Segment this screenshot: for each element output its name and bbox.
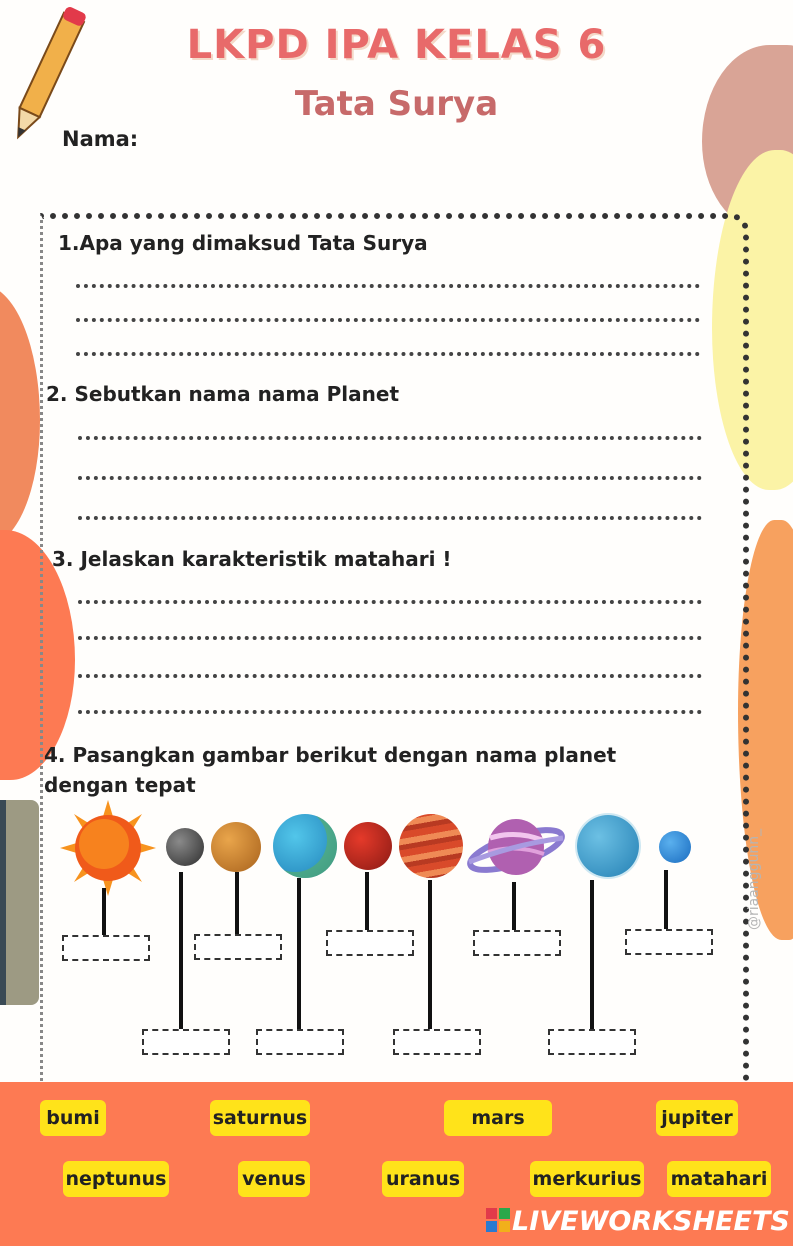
word-chip-merkurius[interactable]: merkurius	[530, 1161, 644, 1197]
decor-photo-strip	[0, 800, 39, 1005]
word-chip-neptunus[interactable]: neptunus	[63, 1161, 169, 1197]
question-frame	[40, 213, 749, 1094]
earth-icon	[273, 814, 337, 878]
answer-drop-slot[interactable]	[194, 934, 282, 960]
answer-drop-slot[interactable]	[326, 930, 414, 956]
word-chip-saturnus[interactable]: saturnus	[210, 1100, 310, 1136]
neptune-icon	[659, 831, 691, 863]
word-chip-mars[interactable]: mars	[444, 1100, 552, 1136]
connector-line	[235, 872, 239, 934]
question-2: 2. Sebutkan nama nama Planet	[46, 382, 399, 406]
question-4: 4. Pasangkan gambar berikut dengan nama planet dengan tepat	[44, 743, 617, 797]
answer-line[interactable]	[78, 436, 702, 440]
answer-drop-slot[interactable]	[142, 1029, 230, 1055]
connector-line	[102, 888, 106, 936]
watermark: @riaanggunn_	[746, 828, 762, 930]
connector-line	[428, 880, 432, 1030]
saturn-icon	[466, 810, 566, 884]
connector-line	[297, 878, 301, 1030]
word-chip-matahari[interactable]: matahari	[667, 1161, 771, 1197]
word-chip-jupiter[interactable]: jupiter	[656, 1100, 738, 1136]
answer-line[interactable]	[76, 352, 700, 356]
answer-drop-slot[interactable]	[256, 1029, 344, 1055]
venus-icon	[211, 822, 261, 872]
uranus-icon	[577, 815, 639, 877]
connector-line	[590, 880, 594, 1032]
question-3: 3. Jelaskan karakteristik matahari !	[52, 547, 452, 571]
answer-line[interactable]	[78, 516, 702, 520]
liveworksheets-logo-icon	[486, 1208, 510, 1232]
answer-line[interactable]	[78, 600, 702, 604]
answer-drop-slot[interactable]	[62, 935, 150, 961]
connector-line	[664, 870, 668, 932]
answer-drop-slot[interactable]	[625, 929, 713, 955]
jupiter-icon	[399, 814, 463, 878]
page-subtitle: Tata Surya	[294, 84, 499, 124]
answer-drop-slot[interactable]	[393, 1029, 481, 1055]
answer-line[interactable]	[76, 284, 700, 288]
answer-line[interactable]	[78, 710, 702, 714]
mars-icon	[344, 822, 392, 870]
answer-line[interactable]	[78, 636, 702, 640]
word-chip-bumi[interactable]: bumi	[40, 1100, 106, 1136]
word-chip-uranus[interactable]: uranus	[382, 1161, 464, 1197]
answer-line[interactable]	[78, 674, 702, 678]
liveworksheets-brand: LIVEWORKSHEETS	[512, 1206, 790, 1237]
name-label: Nama:	[62, 127, 139, 151]
mercury-icon	[166, 828, 204, 866]
decor-blob-left-top	[0, 285, 40, 545]
answer-line[interactable]	[76, 318, 700, 322]
word-chip-venus[interactable]: venus	[238, 1161, 310, 1197]
answer-drop-slot[interactable]	[473, 930, 561, 956]
connector-line	[179, 872, 183, 1030]
question-1: 1.Apa yang dimaksud Tata Surya	[58, 231, 428, 255]
answer-line[interactable]	[78, 476, 702, 480]
connector-line	[512, 882, 516, 936]
connector-line	[365, 872, 369, 932]
page-title: LKPD IPA KELAS 6	[186, 22, 607, 68]
sun-icon	[60, 800, 156, 896]
answer-drop-slot[interactable]	[548, 1029, 636, 1055]
